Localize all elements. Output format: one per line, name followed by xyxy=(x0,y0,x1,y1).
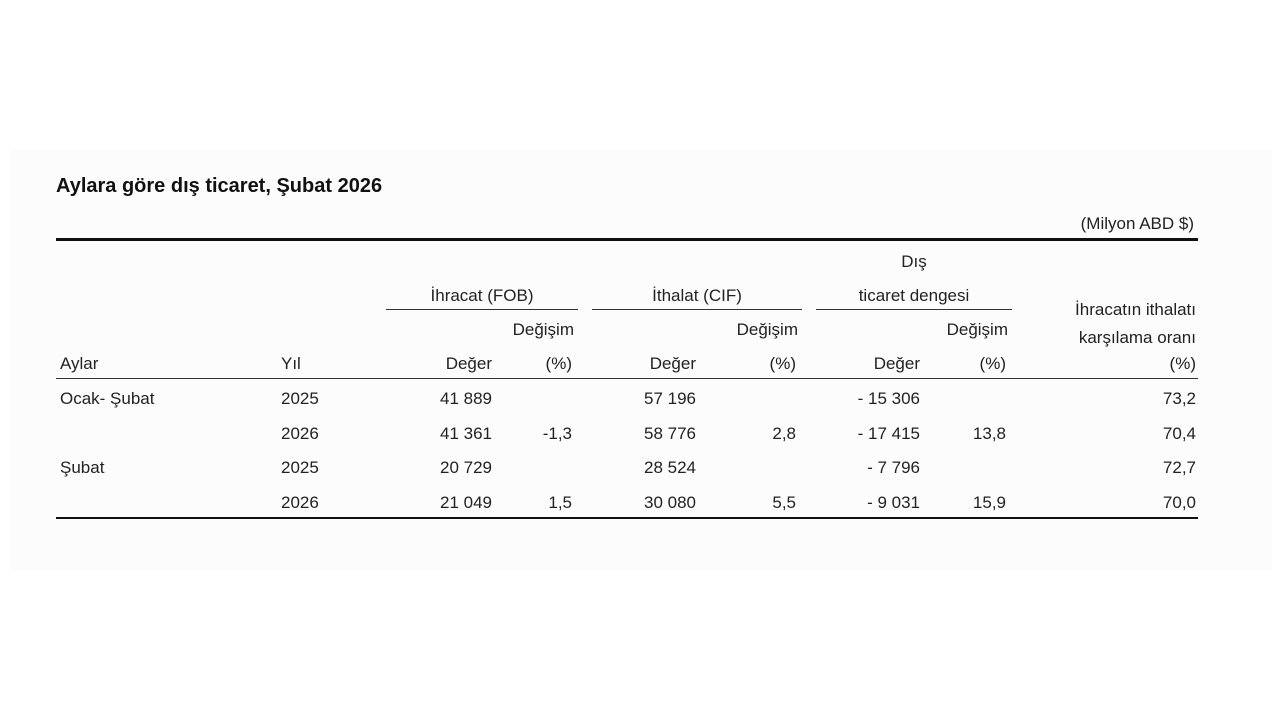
table-top-rule xyxy=(56,238,1198,241)
row-coverage: 70,4 xyxy=(1162,424,1196,443)
header-coverage-pct: (%) xyxy=(1169,354,1196,373)
page-title: Aylara göre dış ticaret, Şubat 2026 xyxy=(56,175,383,197)
row-export-value: 41 889 xyxy=(440,389,492,408)
row-balance-value: - 9 031 xyxy=(867,493,920,512)
header-balance-value: Değer xyxy=(873,354,920,373)
header-coverage-line1: İhracatın ithalatı xyxy=(1075,300,1196,319)
row-export-value: 41 361 xyxy=(440,424,492,443)
table-bottom-rule xyxy=(56,517,1198,519)
header-rule xyxy=(56,378,1198,379)
row-balance-change: 15,9 xyxy=(972,493,1006,512)
row-export-change: -1,3 xyxy=(542,424,572,443)
row-balance-change: 13,8 xyxy=(972,424,1006,443)
header-coverage-line2: karşılama oranı xyxy=(1078,328,1196,347)
row-year: 2025 xyxy=(281,458,319,477)
header-export-group: İhracat (FOB) xyxy=(430,286,534,305)
header-balance-change: Değişim xyxy=(946,320,1008,339)
row-import-value: 30 080 xyxy=(644,493,696,512)
row-import-change: 5,5 xyxy=(772,493,796,512)
header-import-value: Değer xyxy=(649,354,696,373)
row-year: 2025 xyxy=(281,389,319,408)
row-import-value: 28 524 xyxy=(644,458,696,477)
row-export-change: 1,5 xyxy=(548,493,572,512)
row-year: 2026 xyxy=(281,424,319,443)
header-year: Yıl xyxy=(281,354,301,373)
header-import-group: İthalat (CIF) xyxy=(652,286,742,305)
header-export-value: Değer xyxy=(445,354,492,373)
row-balance-value: - 7 796 xyxy=(867,458,920,477)
row-coverage: 72,7 xyxy=(1162,458,1196,477)
header-import-change: Değişim xyxy=(736,320,798,339)
header-balance-group-line2: ticaret dengesi xyxy=(858,286,970,305)
row-import-value: 57 196 xyxy=(644,389,696,408)
header-export-change: Değişim xyxy=(512,320,574,339)
row-period: Şubat xyxy=(60,458,105,477)
row-balance-value: - 15 306 xyxy=(857,389,920,408)
header-months: Aylar xyxy=(60,354,99,373)
row-coverage: 70,0 xyxy=(1162,493,1196,512)
row-balance-value: - 17 415 xyxy=(857,424,920,443)
content-panel xyxy=(10,150,1272,570)
row-coverage: 73,2 xyxy=(1162,389,1196,408)
header-export-pct: (%) xyxy=(545,354,572,373)
header-balance-group-line1: Dış xyxy=(901,252,927,271)
row-import-change: 2,8 xyxy=(772,424,796,443)
header-balance-pct: (%) xyxy=(979,354,1006,373)
unit-label: (Milyon ABD $) xyxy=(1080,214,1194,233)
balance-group-underline xyxy=(816,309,1012,310)
export-group-underline xyxy=(386,309,578,310)
header-import-pct: (%) xyxy=(769,354,796,373)
row-year: 2026 xyxy=(281,493,319,512)
row-export-value: 21 049 xyxy=(440,493,492,512)
row-export-value: 20 729 xyxy=(440,458,492,477)
row-import-value: 58 776 xyxy=(644,424,696,443)
row-period: Ocak- Şubat xyxy=(60,389,155,408)
import-group-underline xyxy=(592,309,802,310)
